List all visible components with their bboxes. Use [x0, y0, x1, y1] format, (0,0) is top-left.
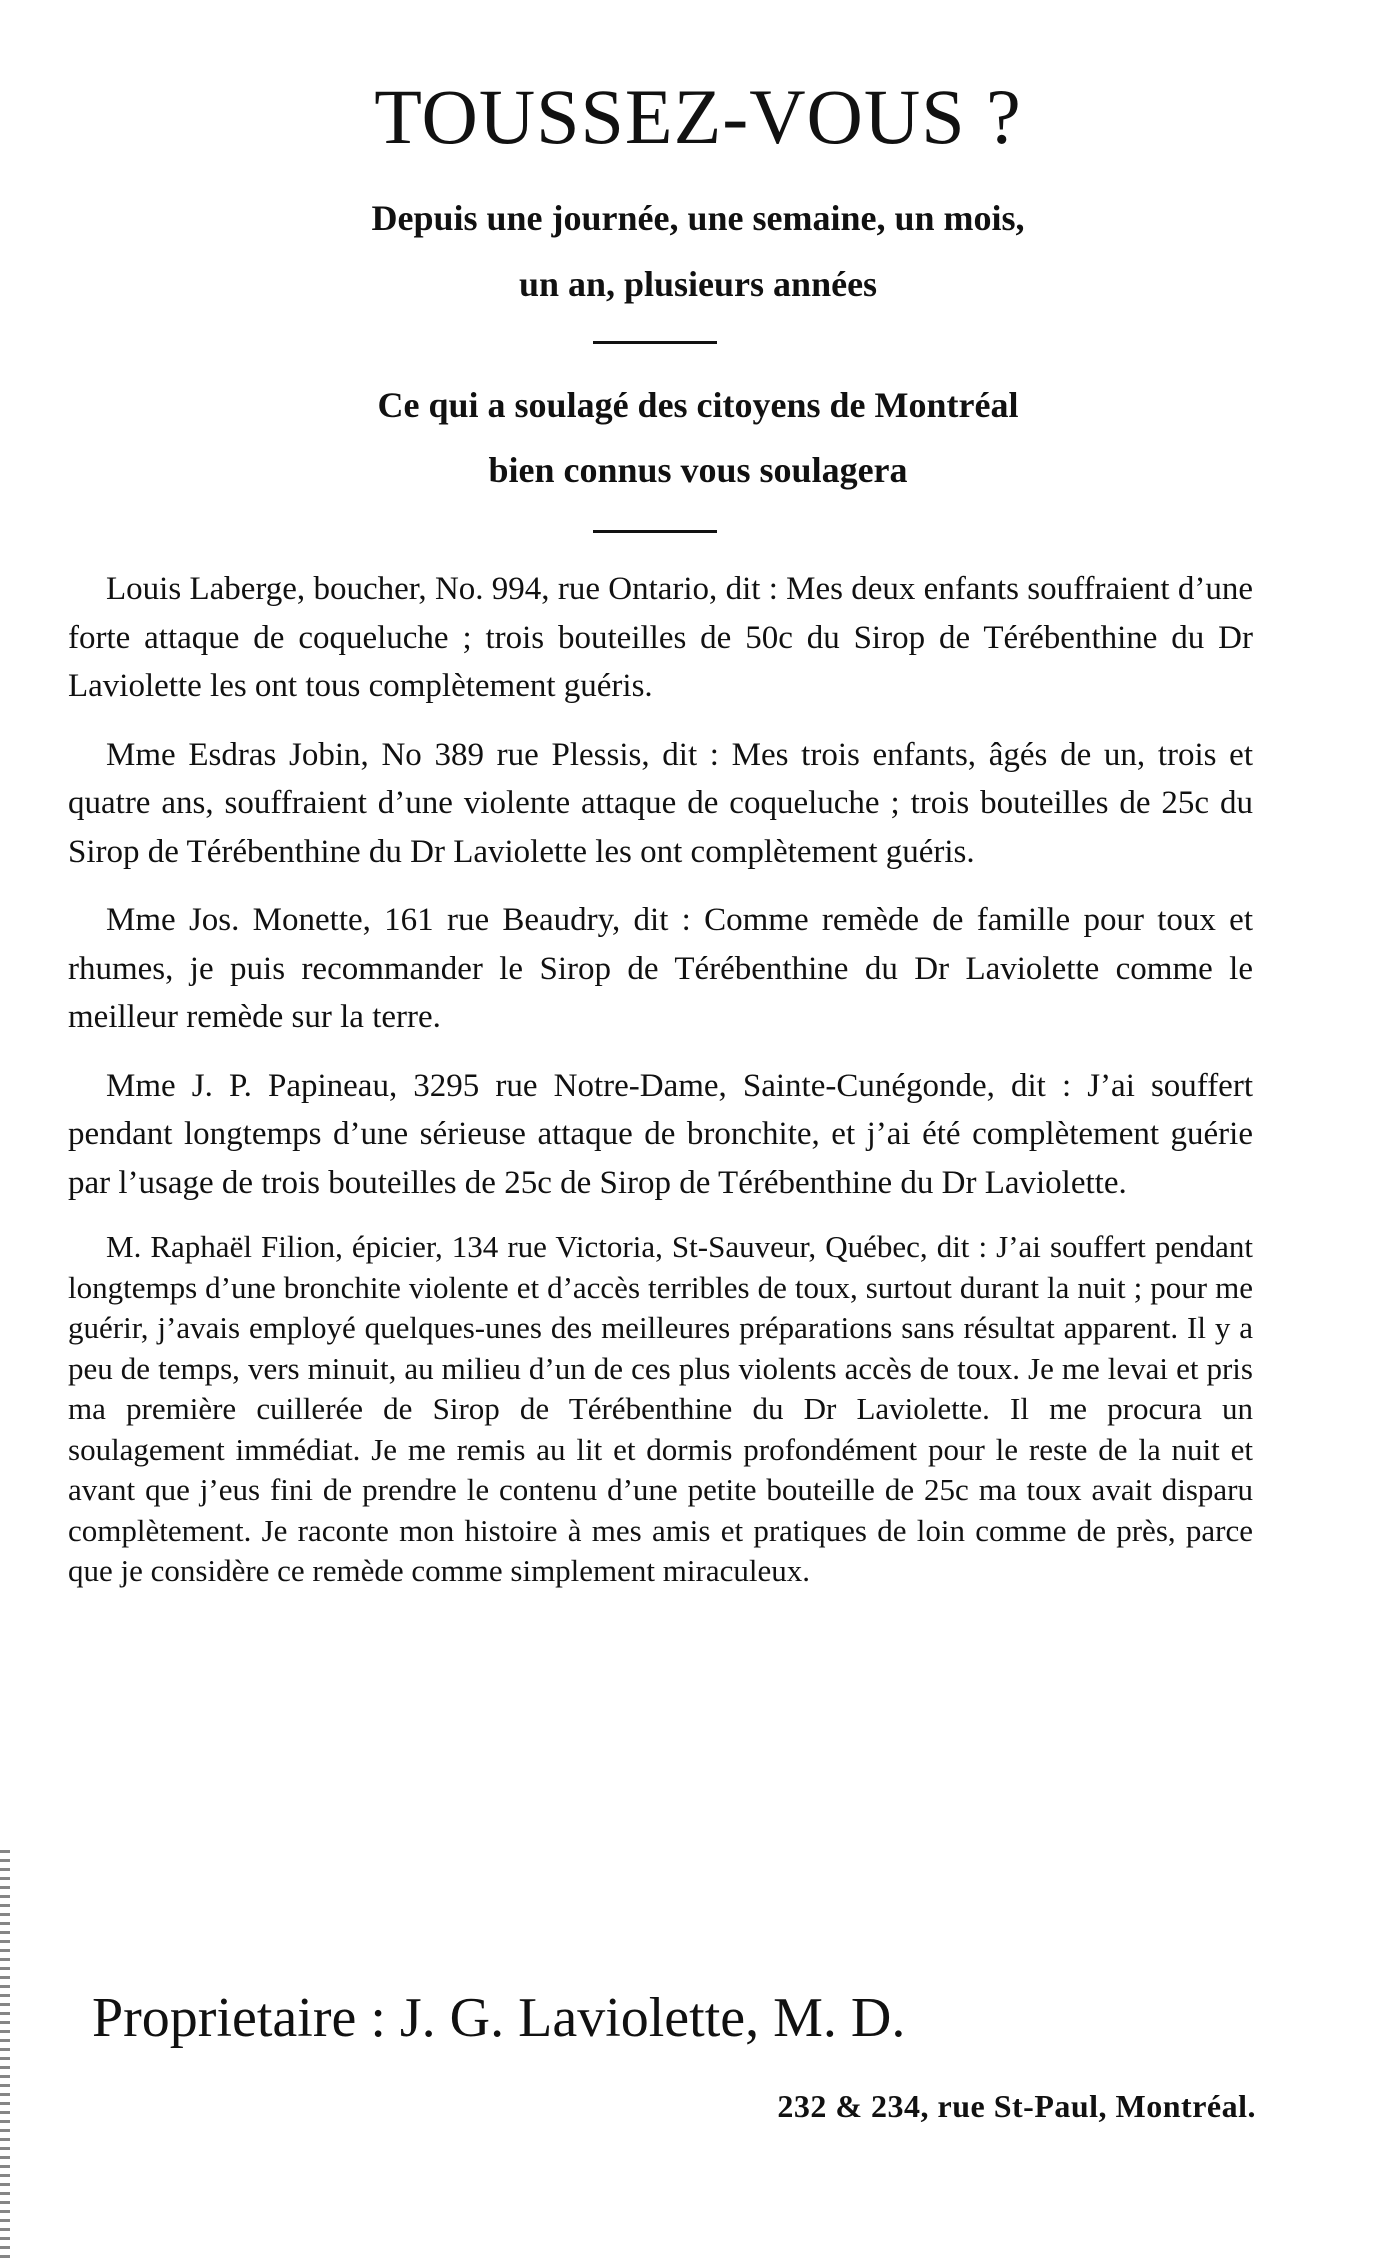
divider-rule: [593, 341, 717, 344]
testimonial-filion: M. Raphaël Filion, épicier, 134 rue Victoria, St-Sauveur, Québec, dit : J’ai souffert pendant longtemps d’une bronchite violente et d’accès terribles de toux, surtout durant la nuit ; pour me guérir, j’avais employé quelques-unes des meilleures préparations sans résultat apparent. Il y a peu de temps, vers minuit, au milieu d’un de ces plus violents accès de toux. Je me levai et pris ma première cuillerée de Sirop de Térébenthine du Dr Laviolette. Il me procura un soulagement immédiat. Je me remis au lit et dormis profondément pour le reste de la nuit et avant que j’eus fini de prendre le contenu d’une petite bouteille de 25c ma toux avait disparu complètement. Je raconte mon histoire à mes amis et pratiques de loin comme de près, parce que je considère ce remède comme simplement miraculeux.: [68, 1229, 1253, 1588]
testimonial-laberge: Louis Laberge, boucher, No. 994, rue Ontario, dit : Mes deux enfants souffraient d’une forte attaque de coqueluche ; trois bouteilles de 50c du Sirop de Térébenthine du Dr Laviolette les ont tous complètement guéris.: [68, 571, 1253, 704]
testimonial-papineau: Mme J. P. Papineau, 3295 rue Notre-Dame, Sainte-Cunégonde, dit : J’ai souffert pendant longtemps d’une sérieuse attaque de bronchite, et j’ai été complètement guérie par l’usage de trois bouteilles de 25c de Sirop de Térébenthine du Dr Laviolette.: [68, 1067, 1253, 1201]
subhead-duration-line1: Depuis une journée, une semaine, un mois,: [371, 198, 1025, 238]
proprietor-address: 232 & 234, rue St-Paul, Montréal.: [777, 2088, 1256, 2124]
testimonial-monette: Mme Jos. Monette, 161 rue Beaudry, dit : Comme remède de famille pour toux et rhumes, je puis recommander le Sirop de Térébenthine du Dr Laviolette comme le meilleur remède sur la terre.: [68, 902, 1253, 1035]
proprietor-line: Proprietaire : J. G. Laviolette, M. D.: [92, 1987, 906, 2049]
scan-edge-artifact: [0, 1850, 10, 2263]
subhead-relief-line1: Ce qui a soulagé des citoyens de Montréal: [377, 385, 1019, 425]
testimonial-jobin: Mme Esdras Jobin, No 389 rue Plessis, dit : Mes trois enfants, âgés de un, trois et quatre ans, souffraient d’une violente attaque de coqueluche ; trois bouteilles de 25c du Sirop de Térébenthine du Dr Laviolette les ont complètement guéris.: [68, 736, 1253, 870]
subhead-relief-line2: bien connus vous soulagera: [488, 450, 908, 490]
divider-rule: [593, 530, 717, 533]
subhead-duration-line2: un an, plusieurs années: [518, 264, 878, 304]
headline: TOUSSEZ-VOUS ?: [374, 73, 1022, 160]
testimonials-section: [68, 565, 1253, 1592]
